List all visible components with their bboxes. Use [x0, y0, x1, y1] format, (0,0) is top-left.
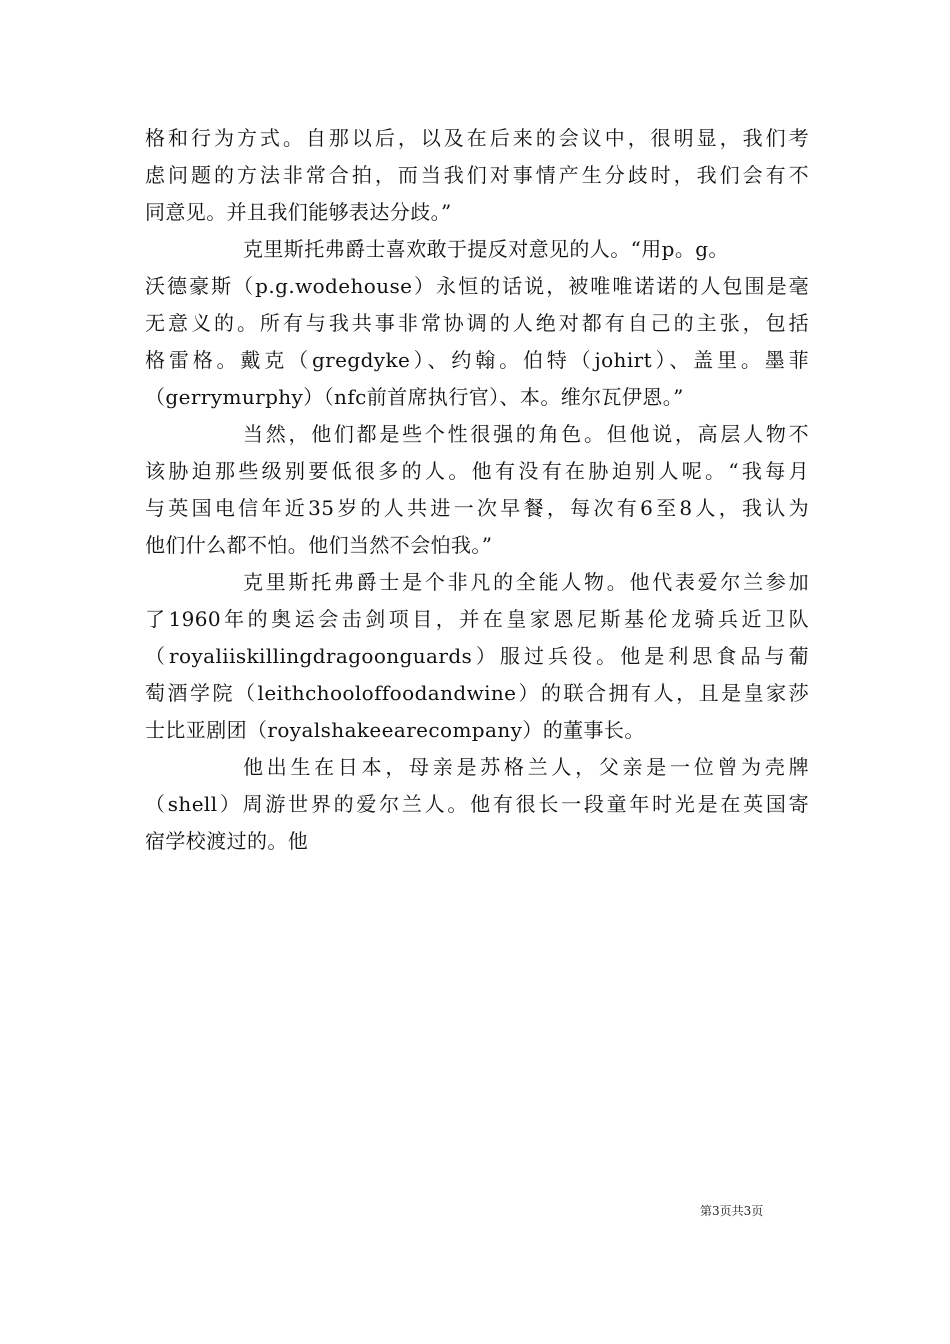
- text-line: 宿学校渡过的。他: [145, 829, 309, 853]
- text-line: 萄酒学院（leithchooloffoodandwine）的联合拥有人，且是皇家莎: [145, 681, 809, 705]
- text-line: 士比亚剧团（royalshakeearecompany）的董事长。: [145, 718, 645, 742]
- text-line: 他出生在日本，母亲是苏格兰人，父亲是一位曾为壳牌: [243, 755, 809, 779]
- text-line: 了1960年的奥运会击剑项目，并在皇家恩尼斯基伦龙骑兵近卫队: [145, 607, 809, 631]
- text-line: 沃德豪斯（p.g.wodehouse）永恒的话说，被唯唯诺诺的人包围是毫: [145, 274, 809, 298]
- paragraph-1: [145, 120, 809, 231]
- page-number: 第3页共3页: [700, 1204, 764, 1218]
- paragraph-2: [145, 231, 809, 416]
- text-line: 当然，他们都是些个性很强的角色。但他说，高层人物不: [243, 422, 809, 446]
- text-line: 格和行为方式。自那以后，以及在后来的会议中，很明显，我们考: [145, 126, 809, 150]
- text-line: （gerrymurphy）（nfc前首席执行官）、本。维尔瓦伊恩。”: [145, 385, 684, 409]
- text-line: 无意义的。所有与我共事非常协调的人绝对都有自己的主张，包括: [145, 311, 809, 335]
- text-line: （shell）周游世界的爱尔兰人。他有很长一段童年时光是在英国寄: [145, 792, 809, 816]
- text-line: （royaliiskillingdragoonguards）服过兵役。他是利思食品与葡: [145, 644, 809, 668]
- paragraph-5: [145, 749, 809, 860]
- paragraph-4: [145, 564, 809, 749]
- text-line: 同意见。并且我们能够表达分歧。”: [145, 200, 452, 224]
- body-text: [145, 120, 809, 860]
- text-line: 克里斯托弗爵士喜欢敢于提反对意见的人。“用p。g。: [243, 237, 729, 261]
- paragraph-3: [145, 416, 809, 564]
- text-line: 格雷格。戴克（gregdyke）、约翰。伯特（johirt）、盖里。墨菲: [145, 348, 809, 372]
- text-line: 虑问题的方法非常合拍，而当我们对事情产生分歧时，我们会有不: [145, 163, 809, 187]
- text-line: 该胁迫那些级别要低很多的人。他有没有在胁迫别人呢。“我每月: [145, 459, 809, 483]
- text-line: 他们什么都不怕。他们当然不会怕我。”: [145, 533, 493, 557]
- text-line: 与英国电信年近35岁的人共进一次早餐，每次有6至8人，我认为: [145, 496, 809, 520]
- text-line: 克里斯托弗爵士是个非凡的全能人物。他代表爱尔兰参加: [243, 570, 809, 594]
